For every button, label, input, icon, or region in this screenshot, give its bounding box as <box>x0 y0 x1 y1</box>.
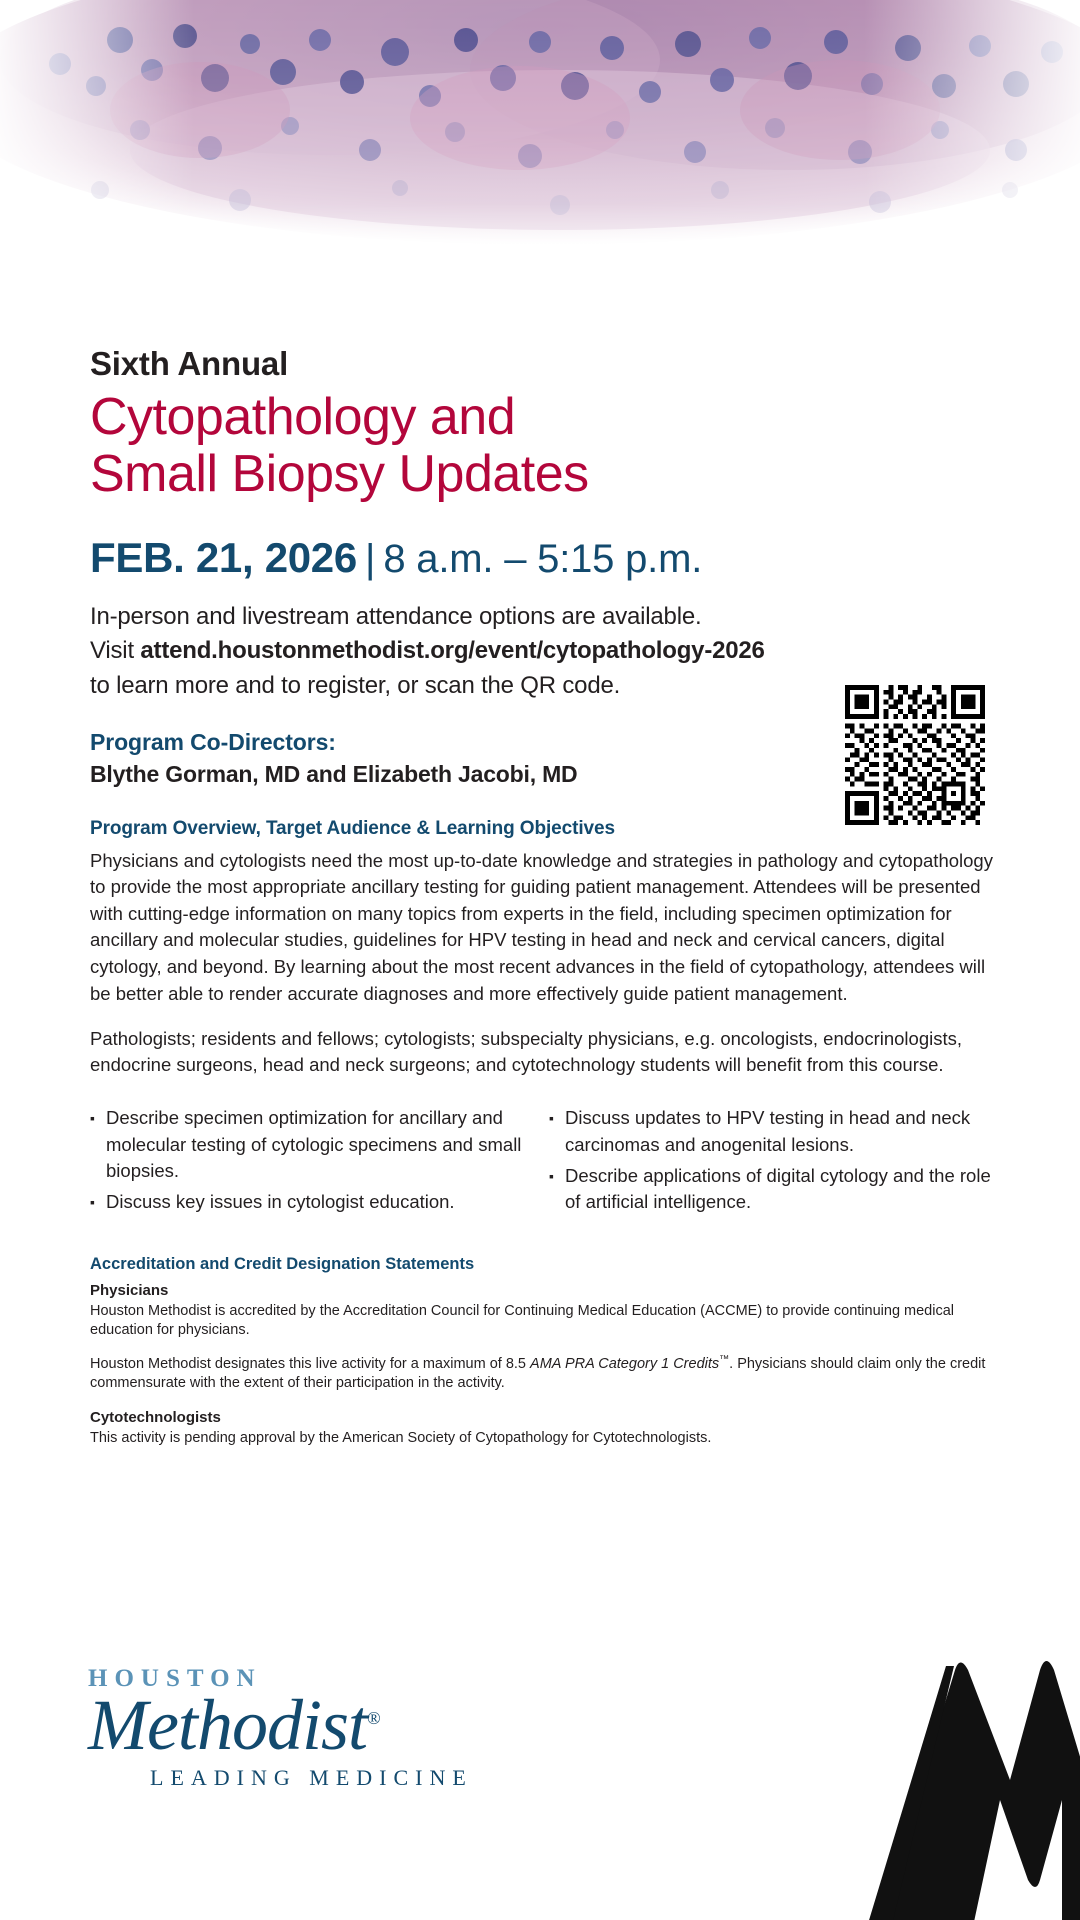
attendance-line-3: to learn more and to register, or scan the QR code. <box>90 671 621 699</box>
designation-suffix: . Physicians should claim only the credit commensurate with the extent of their participation in the activity. <box>90 1355 986 1391</box>
accreditation-heading: Accreditation and Credit Designation Statements <box>90 1255 475 1274</box>
date-separator: | <box>364 537 376 582</box>
poster-content <box>0 330 1080 1448</box>
designation-italic: AMA PRA Category 1 Credit <box>530 1355 712 1372</box>
logo-houston-text: HOUSTON <box>88 1665 262 1692</box>
accreditation-physicians-text: Houston Methodist is accredited by the Accreditation Council for Continuing Medical Education (ACCME) to provide continuing medical education for physicians. <box>90 1303 954 1339</box>
accreditation-cytotech-label: Cytotechnologists <box>90 1408 221 1426</box>
learning-objectives <box>90 1105 1000 1221</box>
attendance-line-1: In-person and livestream attendance options are available. <box>90 603 702 631</box>
title-line-1: Cytopathology and <box>90 388 516 446</box>
objectives-column-right <box>541 1105 1000 1221</box>
co-directors-names: Blythe Gorman, MD and Elizabeth Jacobi, MD <box>90 760 578 787</box>
micrograph-illustration <box>0 0 1080 330</box>
bullet-icon: ▪ <box>90 1110 95 1127</box>
accreditation-cytotech-text: This activity is pending approval by the American Society of Cytopathology for Cytotechnologists. <box>90 1429 712 1446</box>
event-time: 8 a.m. – 5:15 p.m. <box>383 537 703 582</box>
objectives-column-left <box>90 1105 541 1221</box>
event-datetime <box>90 534 1000 582</box>
objective-item <box>90 1189 541 1216</box>
overview-paragraph-1: Physicians and cytologists need the most up-to-date knowledge and strategies in pathology and cytopathology to provide the most appropriate ancillary testing for guiding patient management. Attendees will be presented with cutting-edge information on many topics from experts in the field, including specimen optimization for ancillary and molecular studies, guidelines for HPV testing in head and neck and cervical cancers, digital cytology, and beyond. By learning about the most recent advances in the field of cytopathology, attendees will be better able to render accurate diagnoses and more effectively guide patient management. <box>90 849 993 1004</box>
big-m-shape <box>710 1650 1080 1920</box>
logo-methodist-wordmark: Methodist <box>88 1685 367 1765</box>
bullet-icon: ▪ <box>549 1110 554 1127</box>
kicker-text: Sixth Annual <box>90 345 289 382</box>
big-m-watermark <box>710 1650 1080 1920</box>
objective-item <box>549 1105 1000 1158</box>
designation-prefix: Houston Methodist designates this live activity for a maximum of 8.5 <box>90 1355 531 1372</box>
co-directors-heading: Program Co-Directors: <box>90 728 336 755</box>
objective-text: Describe specimen optimization for ancillary and molecular testing of cytologic specimens and small biopsies. <box>106 1107 522 1181</box>
hero-micrograph <box>0 0 1080 330</box>
accreditation-physicians-label: Physicians <box>90 1282 169 1300</box>
logo-tagline-text: LEADING MEDICINE <box>150 1765 473 1791</box>
objective-text: Describe applications of digital cytology and the role of artificial intelligence. <box>565 1164 991 1213</box>
bullet-icon: ▪ <box>549 1167 554 1184</box>
event-date: FEB. 21, 2026 <box>90 534 357 582</box>
designation-italic-tail: s <box>711 1355 720 1372</box>
event-url[interactable]: attend.houstonmethodist.org/event/cytopathology-2026 <box>140 637 765 665</box>
overview-paragraph-2: Pathologists; residents and fellows; cytologists; subspecialty physicians, e.g. oncologists, endocrinologists, endocrine surgeons, head and neck surgeons; and cytotechnology students will benefit from this course. <box>90 1027 963 1076</box>
logo-methodist-text <box>88 1685 473 1765</box>
qr-code[interactable] <box>845 685 985 825</box>
overview-heading: Program Overview, Target Audience & Learning Objectives <box>90 817 615 839</box>
bullet-icon: ▪ <box>90 1194 95 1211</box>
accreditation-designation-text <box>90 1353 1000 1393</box>
footer <box>0 1620 1080 1920</box>
qr-code-image <box>845 685 985 825</box>
objective-item <box>90 1105 541 1184</box>
trademark-symbol: ™ <box>719 1353 730 1365</box>
registered-trademark-icon: ® <box>366 1708 380 1728</box>
objective-text: Discuss key issues in cytologist education. <box>106 1191 455 1213</box>
attendance-visit-line <box>90 634 1000 668</box>
page-title <box>90 389 1000 502</box>
houston-methodist-logo <box>88 1665 473 1791</box>
objective-text: Discuss updates to HPV testing in head and neck carcinomas and anogenital lesions. <box>565 1107 971 1155</box>
objective-item <box>549 1163 1000 1216</box>
title-line-2: Small Biopsy Updates <box>90 444 589 503</box>
visit-prefix: Visit <box>90 637 141 665</box>
